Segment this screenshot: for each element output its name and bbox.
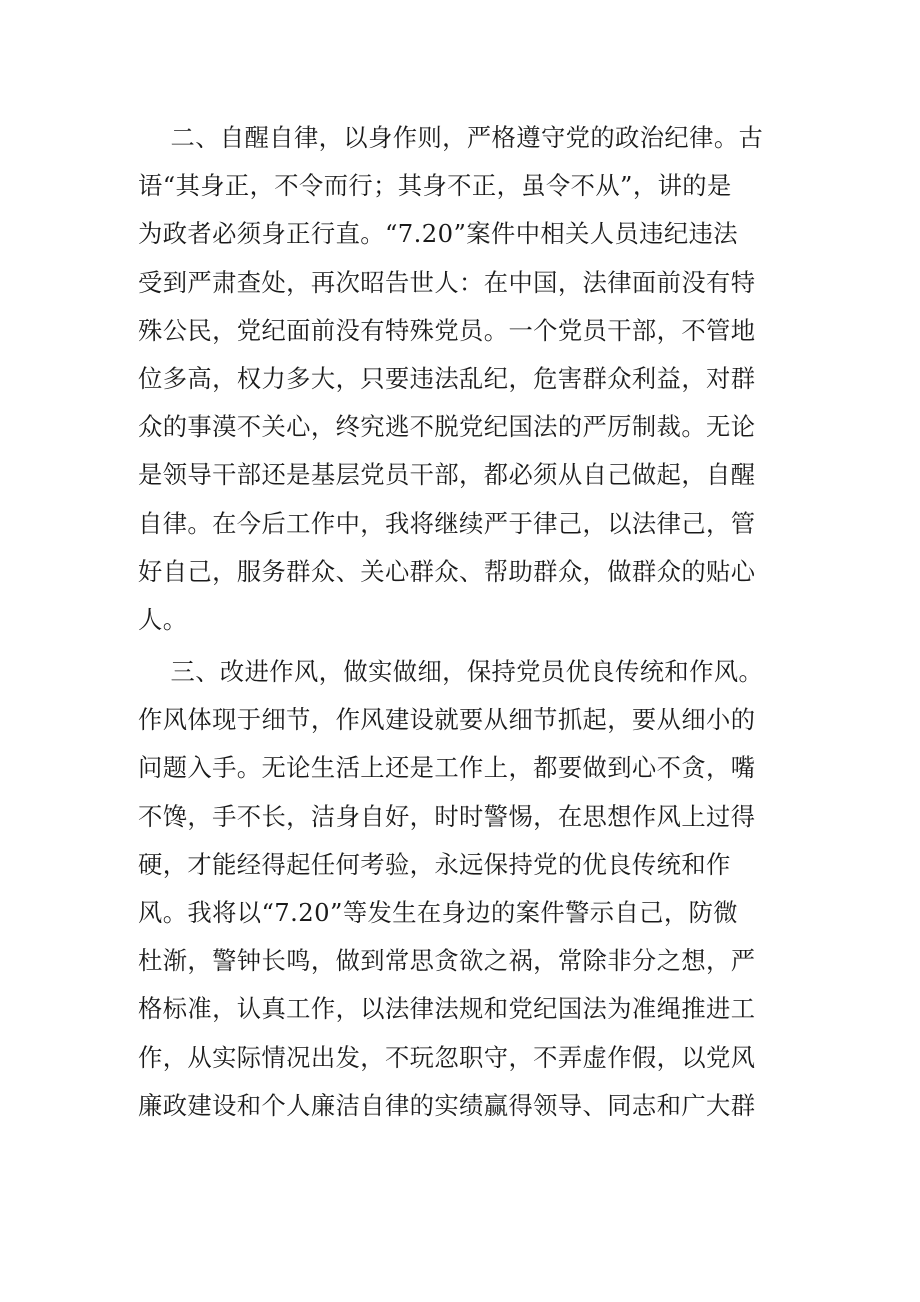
text-line: 三、改进作风，做实做细，保持党员优良传统和作风。: [138, 657, 764, 687]
text-line: 位多高，权力多大，只要违法乱纪，危害群众利益，对群: [138, 363, 756, 393]
text-line: 为政者必须身正行直。“7.20”案件中相关人员违纪违法: [138, 219, 738, 249]
text-line: 作风体现于细节，作风建设就要从细节抓起，要从细小的: [138, 705, 756, 735]
paragraph-political-discipline: [138, 114, 778, 644]
text-line: 廉政建设和个人廉洁自律的实绩赢得领导、同志和广大群: [138, 1090, 756, 1120]
text-line: 是领导干部还是基层党员干部，都必须从自己做起，自醒: [138, 460, 756, 490]
text-line: 语“其身正，不令而行；其身不正，虽令不从”，讲的是: [138, 171, 732, 201]
paragraph-work-style: [138, 648, 778, 1130]
text-line: 好自己，服务群众、关心群众、帮助群众，做群众的贴心: [138, 556, 756, 586]
text-line: 硬，才能经得起任何考验，永远保持党的优良传统和作: [138, 849, 731, 879]
text-line: 杜渐，警钟长鸣，做到常思贪欲之祸，常除非分之想，严: [138, 946, 756, 976]
document-body: [138, 114, 778, 1130]
text-line: 问题入手。无论生活上还是工作上，都要做到心不贪，嘴: [138, 753, 756, 783]
text-line: 格标准，认真工作，以法律法规和党纪国法为准绳推进工: [138, 994, 756, 1024]
text-line: 风。我将以“7.20”等发生在身边的案件警示自己，防微: [138, 898, 738, 927]
text-line: 人。: [138, 604, 188, 634]
text-line: 众的事漠不关心，终究逃不脱党纪国法的严厉制裁。无论: [138, 412, 756, 442]
text-line: 殊公民，党纪面前没有特殊党员。一个党员干部，不管地: [138, 315, 756, 345]
text-line: 作，从实际情况出发，不玩忽职守，不弄虚作假，以党风: [138, 1042, 756, 1072]
text-line: 不馋，手不长，洁身自好，时时警惕，在思想作风上过得: [138, 801, 756, 831]
text-line: 自律。在今后工作中，我将继续严于律己，以法律己，管: [138, 508, 756, 538]
text-line: 受到严肃查处，再次昭告世人：在中国，法律面前没有特: [138, 267, 756, 297]
text-line: 二、自醒自律，以身作则，严格遵守党的政治纪律。古: [138, 123, 764, 152]
